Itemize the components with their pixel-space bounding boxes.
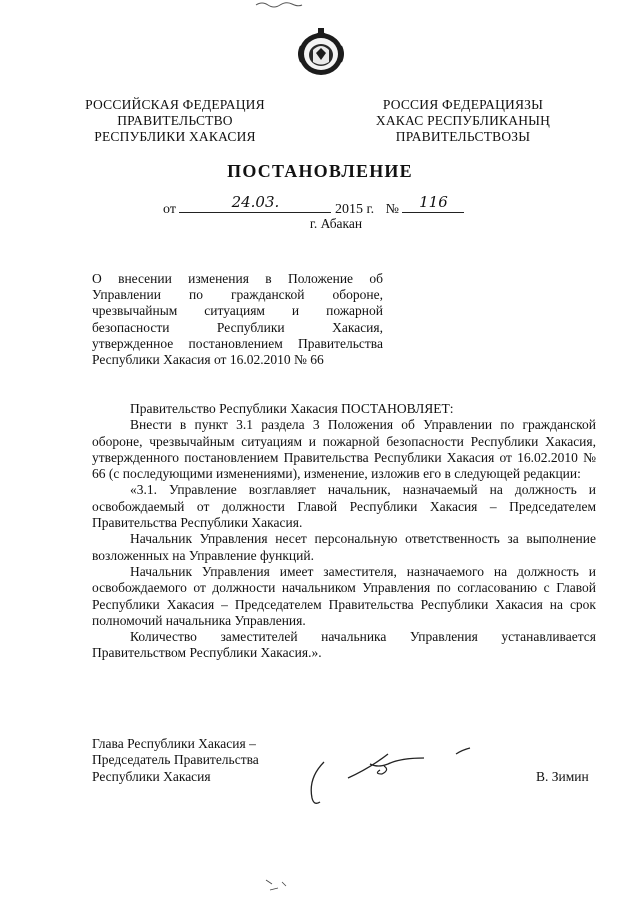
date-from-label: от (163, 202, 176, 217)
number-label: № (385, 202, 399, 217)
header-left-line: РОССИЙСКАЯ ФЕДЕРАЦИЯ (85, 97, 265, 112)
handwritten-signature (300, 740, 490, 810)
date-handwritten: 24.03. (231, 193, 280, 211)
signatory-line: Глава Республики Хакасия – (92, 736, 256, 751)
subject-line: Республики Хакасия от 16.02.2010 № 66 (92, 352, 324, 368)
document-title: ПОСТАНОВЛЕНИЕ (227, 161, 413, 181)
header-right-line: РОССИЯ ФЕДЕРАЦИЯЗЫ (382, 97, 544, 112)
body-paragraph: «3.1. Управление возглавляет начальник, назначаемый на должность и освобождаемый от должности Главой Республики Хакасия – Председателем Правительства Республики Хакасия. (92, 482, 596, 531)
signatory-name: В. Зимин (536, 769, 589, 784)
subject-line: утвержденное постановлением Правительства (92, 335, 383, 351)
subject-line: чрезвычайным ситуациям и пожарной (92, 303, 383, 319)
signatory-position (92, 736, 259, 785)
header-right (368, 97, 558, 145)
number-handwritten: 116 (419, 193, 448, 211)
date-number-line (163, 193, 464, 218)
body-paragraph: Начальник Управления несет персональную ответственность за выполнение возложенных на Управление функций. (92, 531, 596, 563)
city-label: г. Абакан (309, 216, 363, 231)
body-paragraph: Количество заместителей начальника Управления устанавливается Правительством Республики Хакасия.». (92, 629, 596, 661)
signatory-line: Республики Хакасия (92, 768, 211, 784)
header-left-line: РЕСПУБЛИКИ ХАКАСИЯ (94, 129, 256, 144)
header-left (80, 97, 270, 145)
header-right-line: ПРАВИТЕЛЬСТВОЗЫ (395, 129, 531, 144)
number-field (402, 193, 464, 213)
body-paragraph: Начальник Управления имеет заместителя, назначаемого на должность и освобождаемого от должности начальником Управления по согласованию с Главой Республики Хакасия – Председателем Правительства Республики Хакасия на срок полномочий начальника Управления. (92, 563, 596, 628)
subject-line: Управлении по гражданской обороне, (92, 287, 383, 303)
subject-line: О внесении изменения в Положение об (92, 271, 383, 286)
scan-mark (254, 0, 304, 10)
date-field (179, 193, 331, 213)
subject-block (92, 271, 383, 368)
decree-body (92, 401, 596, 662)
year-label: 2015 г. (334, 202, 375, 217)
body-paragraph: Внести в пункт 3.1 раздела 3 Положения об Управлении по гражданской обороне, чрезвычайным ситуациям и пожарной безопасности Республики Хакасия, утвержденного постановлением Правительства Республики Хакасия от 16.02.2010 № 66 (с последующими изменениями), изменение, изложив его в следующей редакции: (92, 417, 596, 482)
header-right-line: ХАКАС РЕСПУБЛИКАНЫҢ (375, 113, 551, 128)
header-left-line: ПРАВИТЕЛЬСТВО (117, 113, 233, 128)
scan-mark-bottom (262, 876, 292, 896)
coat-of-arms-emblem (285, 20, 357, 78)
subject-line: безопасности Республики Хакасия, (92, 319, 383, 335)
signatory-line: Председатель Правительства (92, 752, 259, 768)
body-paragraph: Правительство Республики Хакасия ПОСТАНОВЛЯЕТ: (130, 401, 454, 416)
